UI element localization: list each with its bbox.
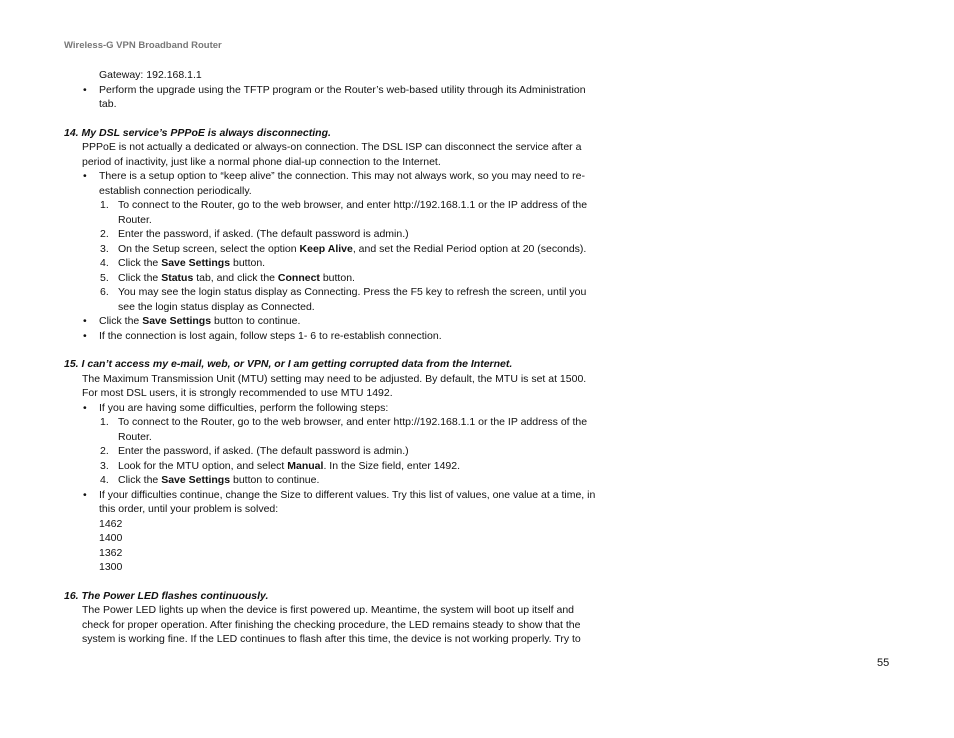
section-14-intro: PPPoE is not actually a dedicated or always-on connection. The DSL ISP can disconnect the service after a period of inactivity, just like a normal phone dial-up connection to the Internet. [82, 141, 582, 168]
step-bold-text: Status [161, 271, 194, 284]
step-number: 4. [100, 257, 109, 269]
bullet-text: If you are having some difficulties, perform the following steps: [99, 401, 389, 414]
step-bold-text: Save Settings [161, 474, 231, 486]
running-header: Wireless-G VPN Broadband Router [64, 40, 222, 51]
bullet-marker: • [83, 170, 87, 182]
bullet-marker: • [83, 329, 87, 342]
step-1 [64, 415, 604, 444]
bullet-item [64, 314, 604, 329]
step-bold-text: Save Settings [161, 257, 231, 269]
page-number: 55 [877, 657, 890, 669]
step-3 [64, 459, 604, 474]
step-text: button. [319, 271, 355, 284]
step-number: 5. [100, 271, 109, 284]
step-number: 6. [100, 286, 109, 298]
step-text: Enter the password, if asked. (The default password is admin.) [118, 445, 409, 457]
step-number: 2. [100, 228, 109, 240]
bullet-text: Perform the upgrade using the TFTP program or the Router’s web-based utility through its Administration tab. [99, 83, 586, 110]
step-text: . In the Size field, enter 1492. [323, 459, 461, 472]
bullet-text: If your difficulties continue, change the Size to different values. Try this list of values, one value at a time, in this order, until your problem is solved: [99, 488, 596, 515]
section-15-heading: 15. I can’t access my e-mail, web, or VPN, or I am getting corrupted data from the Internet. [64, 358, 513, 370]
bullet-text: Click the [99, 315, 143, 327]
step-bold-text: Manual [287, 459, 324, 472]
page-content [64, 68, 604, 647]
step-2 [64, 444, 604, 459]
step-1 [64, 198, 604, 227]
section-16-heading: 16. The Power LED flashes continuously. [64, 589, 269, 602]
bullet-marker: • [83, 315, 87, 327]
step-text: , and set the Redial Period option at 20 (seconds). [352, 242, 587, 255]
step-text: button to continue. [230, 474, 320, 486]
step-4 [64, 473, 604, 488]
bullet-item [64, 488, 604, 517]
step-bold-text: Connect [277, 271, 320, 284]
mtu-value: 1362 [99, 546, 123, 559]
step-bold-text: Keep Alive [299, 242, 353, 255]
step-text: To connect to the Router, go to the web browser, and enter http://192.168.1.1 or the IP address of the Router. [118, 199, 588, 226]
mtu-value: 1462 [99, 517, 123, 530]
bullet-item [64, 401, 604, 416]
step-4 [64, 256, 604, 271]
step-text: Enter the password, if asked. (The default password is admin.) [118, 228, 409, 240]
bullet-marker: • [83, 401, 87, 414]
step-number: 3. [100, 459, 109, 472]
mtu-value: 1300 [99, 561, 123, 573]
step-text: You may see the login status display as Connecting. Press the F5 key to refresh the screen, until you see the login status display as Connected. [118, 286, 587, 313]
step-2 [64, 227, 604, 242]
step-text: Click the [118, 474, 162, 486]
step-6 [64, 285, 604, 314]
bullet-marker: • [83, 488, 87, 501]
step-5 [64, 271, 604, 286]
section-15-intro: The Maximum Transmission Unit (MTU) setting may need to be adjusted. By default, the MTU is set at 1500. For most DSL users, it is strongly recommended to use MTU 1492. [82, 372, 587, 399]
step-number: 3. [100, 242, 109, 255]
section-16-intro: The Power LED lights up when the device is first powered up. Meantime, the system will boot up itself and check for proper operation. After finishing the checking procedure, the LED remains steady to show that the system is working fine. If the LED continues to flash after this time, the device is not working properly. Try to [82, 604, 581, 645]
bullet-bold-text: Save Settings [142, 315, 212, 327]
mtu-value: 1400 [99, 532, 123, 544]
step-number: 4. [100, 474, 109, 486]
step-text: button. [230, 257, 266, 269]
step-number: 1. [100, 199, 109, 211]
step-3 [64, 242, 604, 257]
step-text: On the Setup screen, select the option [118, 242, 300, 255]
gateway-line: Gateway: 192.168.1.1 [99, 69, 202, 81]
bullet-item [64, 83, 604, 112]
bullet-text: button to continue. [211, 315, 301, 327]
step-text: Look for the MTU option, and select [118, 459, 288, 472]
step-number: 1. [100, 416, 109, 428]
step-number: 2. [100, 445, 109, 457]
step-text: Click the [118, 271, 162, 284]
bullet-text: If the connection is lost again, follow steps 1- 6 to re-establish connection. [99, 329, 442, 342]
step-text: To connect to the Router, go to the web browser, and enter http://192.168.1.1 or the IP address of the Router. [118, 416, 588, 443]
step-text: tab, and click the [193, 271, 278, 284]
bullet-item [64, 169, 604, 198]
step-text: Click the [118, 257, 162, 269]
bullet-item [64, 329, 604, 344]
bullet-text: There is a setup option to “keep alive” the connection. This may not always work, so you may need to re-establish connection periodically. [99, 170, 585, 197]
section-14-heading: 14. My DSL service’s PPPoE is always disconnecting. [64, 126, 331, 139]
bullet-marker: • [83, 83, 87, 96]
